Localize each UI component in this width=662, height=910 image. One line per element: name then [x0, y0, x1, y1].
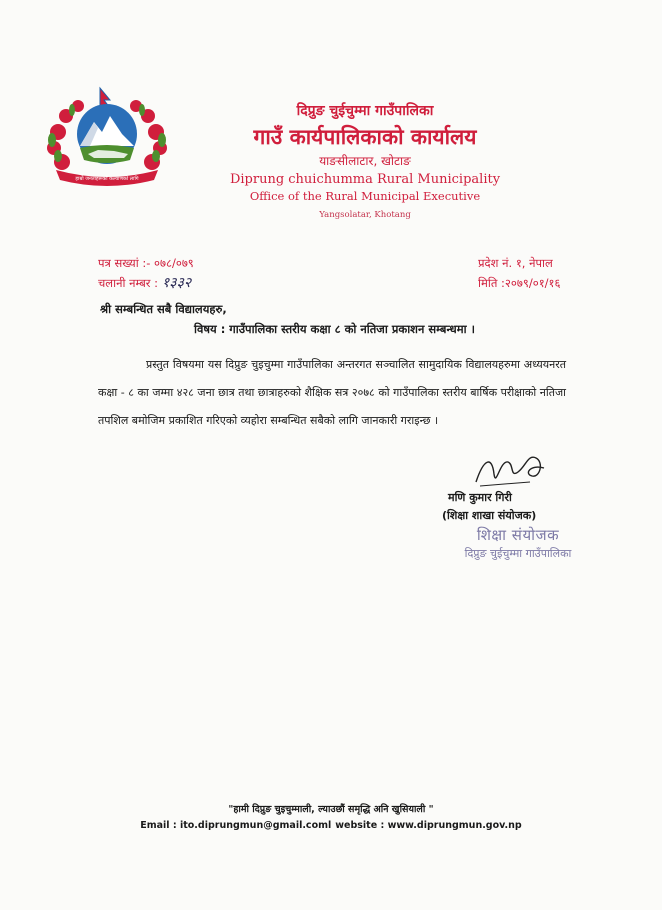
dispatch-number-value: १३३२	[162, 275, 192, 291]
footer-contact	[0, 820, 662, 831]
signatory-name: मणि कुमार गिरी	[448, 491, 512, 504]
letterhead	[200, 102, 530, 222]
addressee: श्री सम्बन्धित सबै विद्यालयहरु,	[100, 302, 227, 316]
footer-slogan: "हामी दिप्रुङ चुइचुम्माली, ल्याउछौं समृद्धि अनि खुसियाली "	[228, 804, 434, 815]
address-english: Yangsolatar, Khotang	[319, 210, 411, 220]
emblem-caption: हाम्रो जनताहरूको कल्याणको लागि	[75, 176, 139, 182]
signatory-title: (शिक्षा शाखा संयोजक)	[442, 509, 537, 522]
reference-left	[98, 253, 194, 293]
subject-line: विषय : गाउँपालिका स्तरीय कक्षा ८ को नतिजा प्रकाशन सम्बन्धमा ।	[194, 322, 475, 336]
province: प्रदेश नं. १, नेपाल	[478, 256, 553, 270]
signature-scribble-icon	[470, 448, 550, 492]
stamp-line-1: शिक्षा संयोजक	[476, 526, 560, 544]
letter-date: मिति :२०७९/०१/१६	[478, 276, 561, 290]
municipality-name-nepali: दिप्रुङ चुईचुम्मा गाउँपालिका	[296, 103, 434, 119]
dispatch-number-row	[98, 273, 194, 293]
footer-email: Email : ito.diprungmun@gmail.coml	[140, 820, 332, 831]
body-paragraph: प्रस्तुत विषयमा यस दिप्रुङ चुइचुम्मा गाउँपालिका अन्तरगत सञ्चालित सामुदायिक विद्यालयहरुमा अध्ययनरत कक्षा - ८ का जम्मा ४२८ जना छात्र तथा छात्राहरुको शैक्षिक सत्र २०७८ को गाउँपालिका स्तरीय बार्षिक परीक्षाको नतिजा तपशिल बमोजिम प्रकाशित गरिएको व्यहोरा सम्बन्धित सबैको लागि जानकारी गराइन्छ ।	[98, 358, 566, 427]
letter-number: पत्र सख्यां :- ०७८/०७९	[98, 256, 194, 270]
dispatch-number-label: चलानी नम्बर :	[98, 276, 159, 290]
address-nepali: याङसीलाटार, खोटाङ	[319, 154, 411, 168]
official-stamp	[452, 524, 584, 562]
municipality-name-english: Diprung chuichumma Rural Municipality	[229, 172, 501, 187]
footer-website: website : www.diprungmun.gov.np	[335, 820, 522, 831]
reference-right	[478, 253, 561, 293]
municipality-emblem-icon	[44, 84, 170, 190]
office-name-nepali: गाउँ कार्यपालिकाको कार्यालय	[253, 125, 477, 149]
stamp-line-2: दिप्रुङ चुईचुम्मा गाउँपालिका	[464, 547, 572, 560]
office-name-english: Office of the Rural Municipal Executive	[249, 189, 481, 203]
